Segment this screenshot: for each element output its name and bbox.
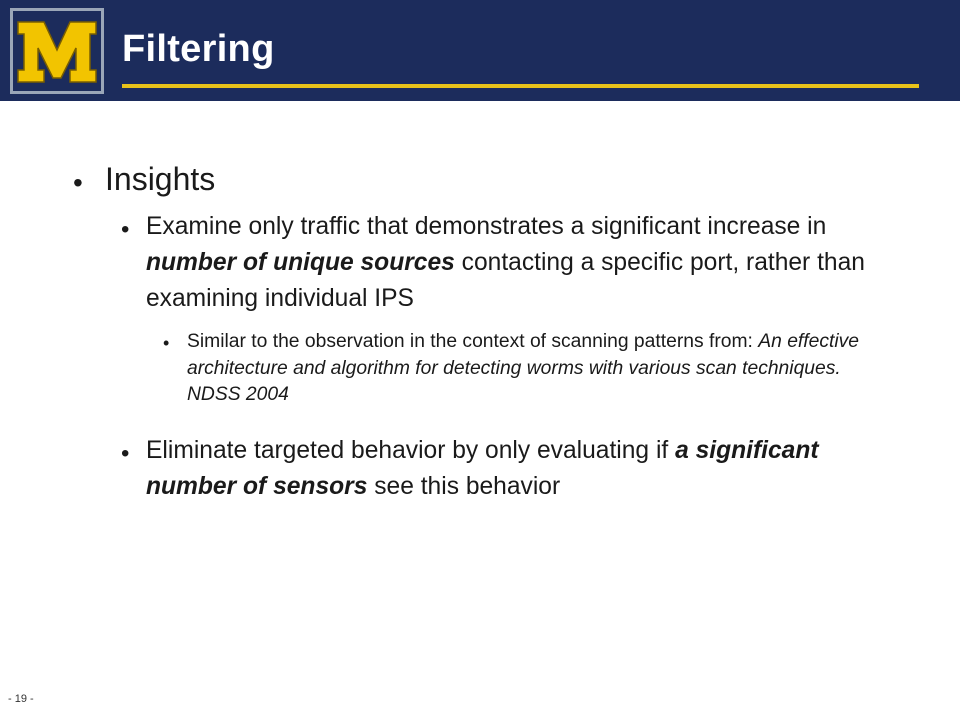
page-number: - 19 -	[8, 693, 34, 705]
text-run: Examine only traffic that demonstrates a significant increase in	[146, 213, 827, 240]
citation-text: An effective architecture and algorithm for detecting worms with various scan techniques. NDSS 2004	[187, 331, 859, 405]
text-run: Eliminate targeted behavior by only evaluating if	[146, 437, 676, 464]
bullet-dot: •	[73, 167, 83, 198]
bullet-eliminate-targeted	[146, 433, 886, 505]
bullet-insights: Insights	[105, 161, 216, 197]
text-run: contacting a specific port, rather than examining individual IPS	[146, 249, 865, 312]
text-run: Similar to the observation in the context of scanning patterns from:	[187, 331, 759, 352]
emphasis-text: a significant number of sensors	[146, 437, 819, 500]
bullet-dot: •	[121, 440, 130, 467]
emphasis-text: number of unique sources	[146, 249, 455, 276]
slide-title: Filtering	[122, 28, 275, 70]
text-run: see this behavior	[367, 473, 561, 500]
bullet-unique-sources	[146, 209, 886, 317]
bullet-similar-observation	[187, 329, 887, 409]
bullet-dot: •	[163, 333, 170, 353]
bullet-dot: •	[121, 216, 130, 243]
